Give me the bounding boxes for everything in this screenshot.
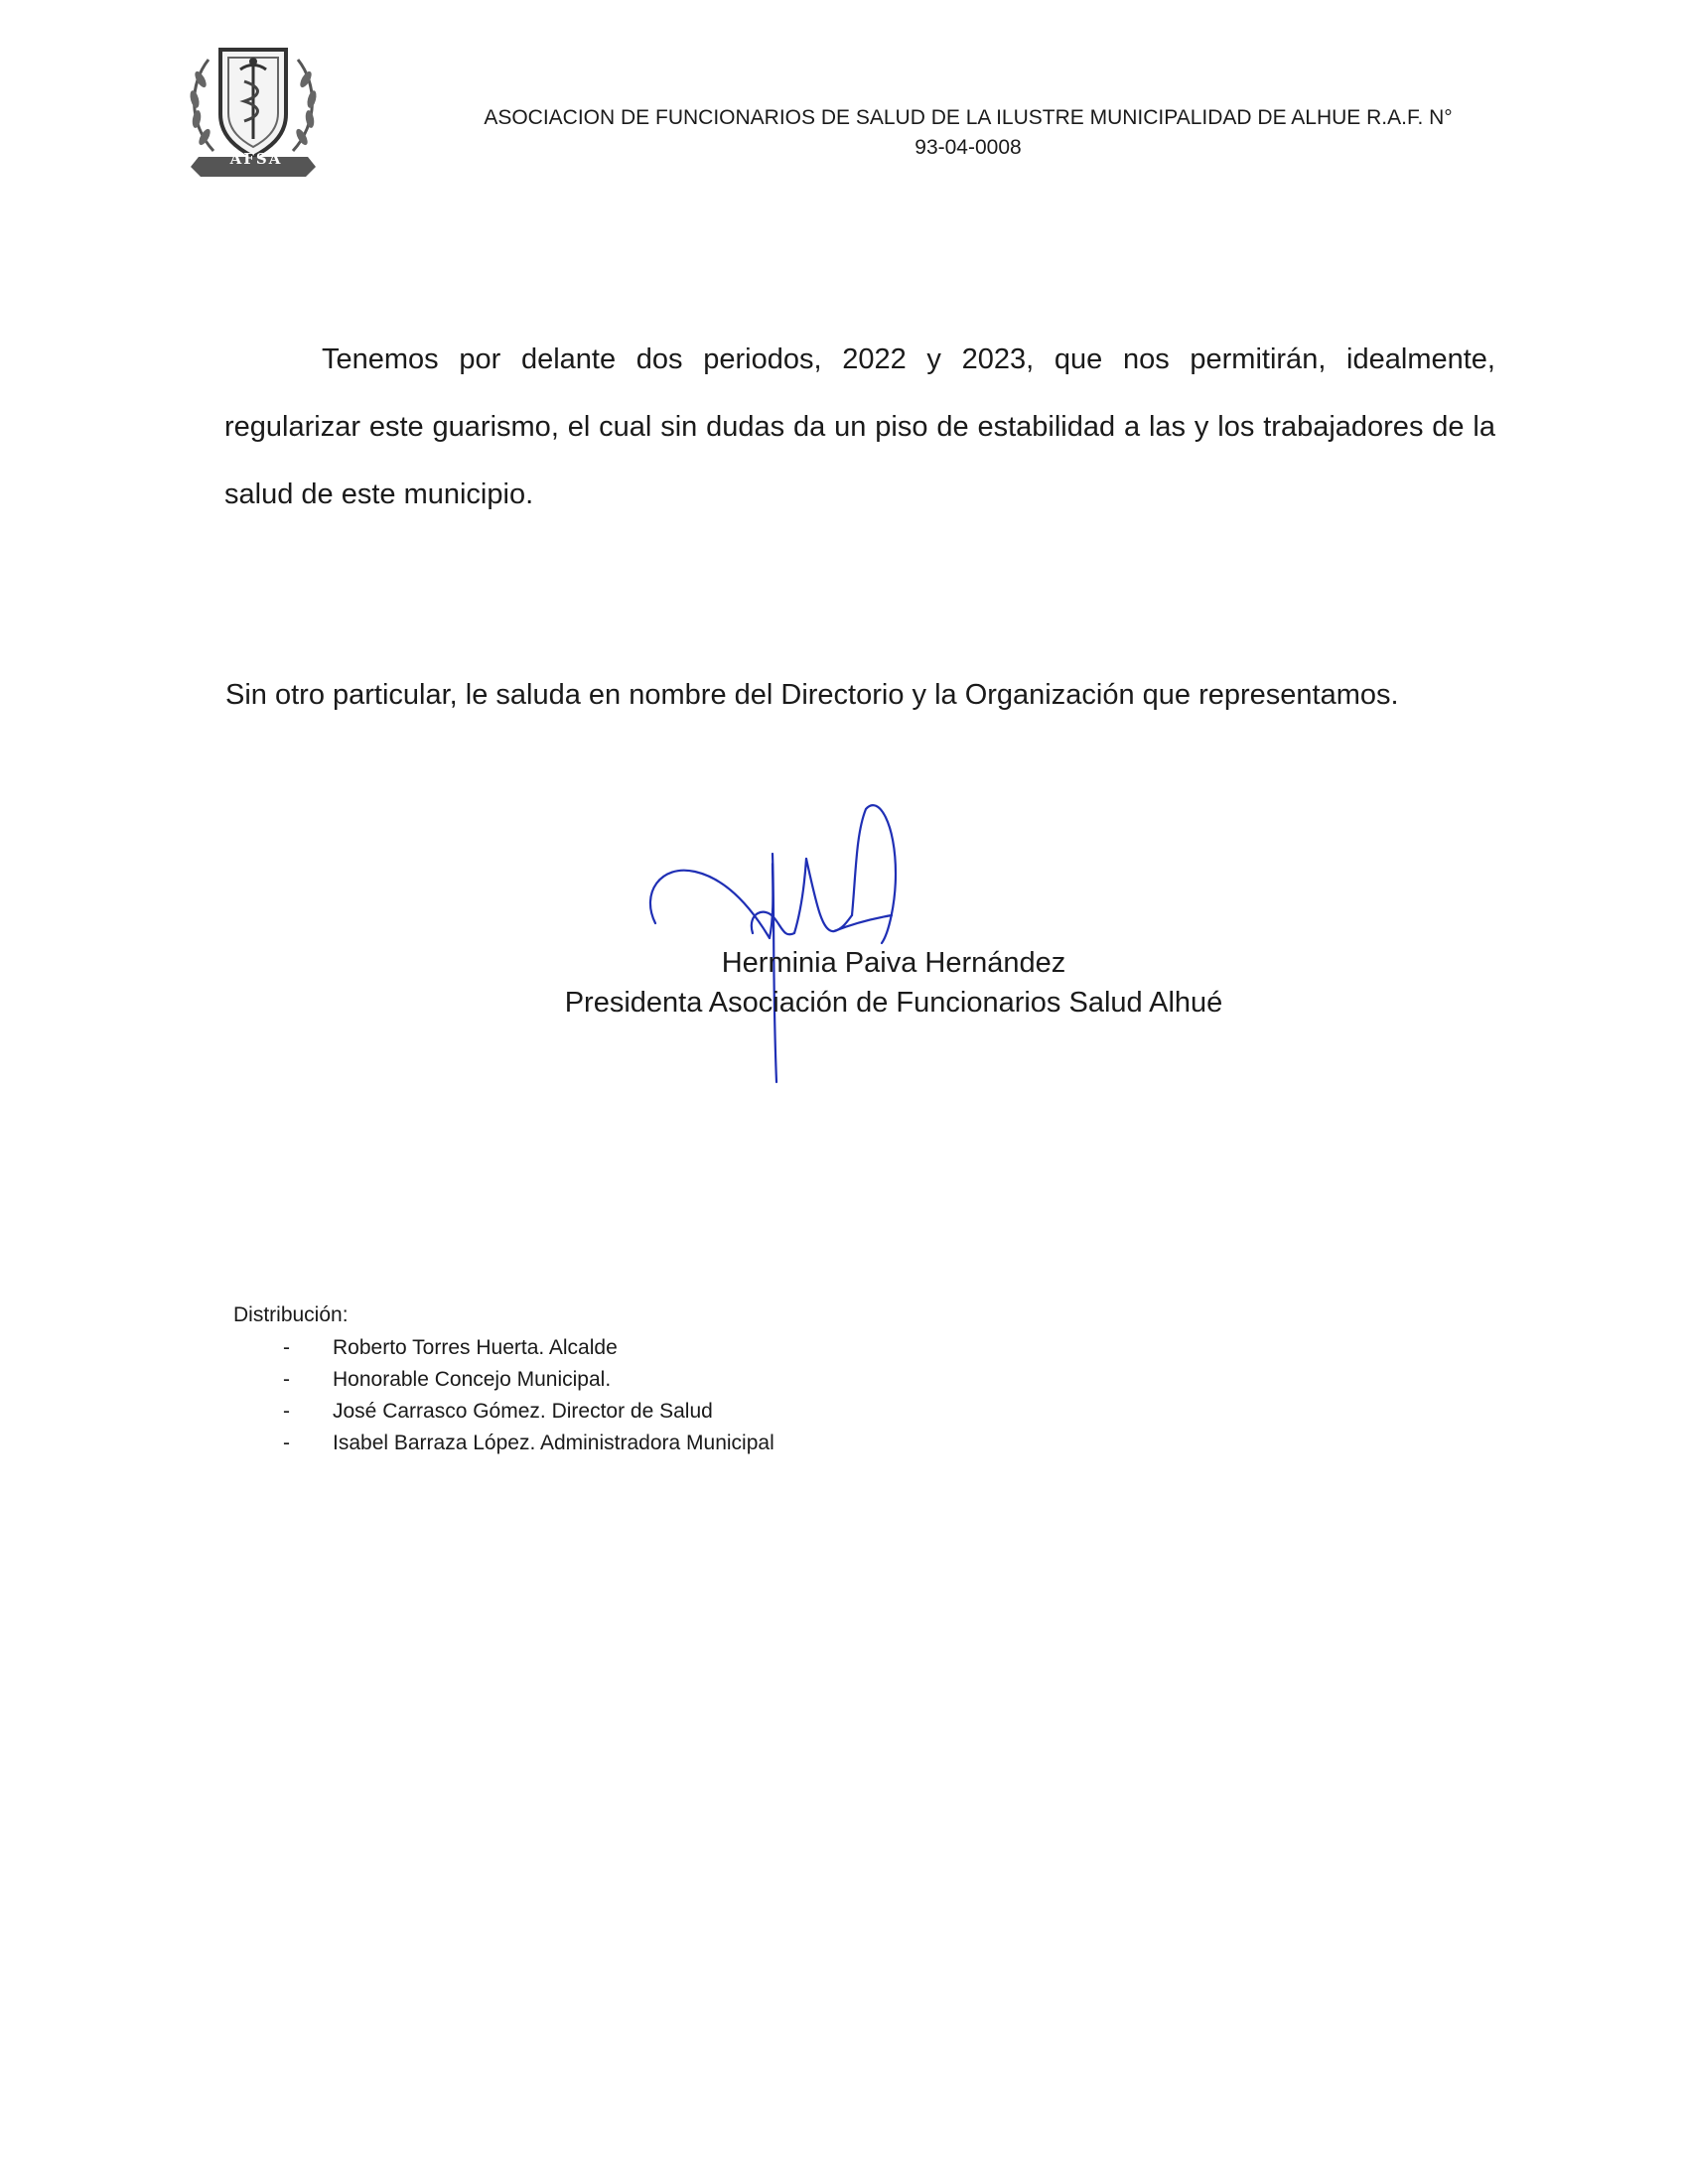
list-dash: - <box>283 1336 290 1359</box>
list-dash: - <box>283 1432 290 1454</box>
recipient-name: José Carrasco Gómez. Director de Salud <box>333 1400 713 1423</box>
body-paragraph: Tenemos por delante dos periodos, 2022 y 2023, que nos permitirán, idealmente, regularizar este guarismo, el cual sin dudas da un piso de estabilidad a las y los trabajadores de la salud de este municipio. <box>224 343 1495 510</box>
list-item <box>233 1364 1127 1396</box>
distribution-list <box>233 1332 1127 1459</box>
list-item <box>233 1396 1127 1428</box>
list-item <box>233 1332 1127 1364</box>
recipient-name: Honorable Concejo Municipal. <box>333 1368 612 1391</box>
closing-line: Sin otro particular, le saluda en nombre del Directorio y la Organización que representamos. <box>225 679 1399 711</box>
signer-name: Herminia Paiva Hernández <box>721 947 1066 979</box>
recipient-name: Roberto Torres Huerta. Alcalde <box>333 1336 618 1359</box>
letterhead-organization: ASOCIACION DE FUNCIONARIOS DE SALUD DE LA ILUSTRE MUNICIPALIDAD DE ALHUE R.A.F. N° 93-04-0008 <box>484 106 1453 159</box>
logo-lettering: AFSA <box>229 150 283 168</box>
list-dash: - <box>283 1400 290 1423</box>
distribution-section <box>233 1300 1127 1459</box>
list-item <box>233 1428 1127 1459</box>
distribution-title: Distribución: <box>233 1303 349 1326</box>
recipient-name: Isabel Barraza López. Administradora Municipal <box>333 1432 774 1454</box>
list-dash: - <box>283 1368 290 1391</box>
signer-title: Presidenta Asociación de Funcionarios Salud Alhué <box>564 987 1223 1019</box>
